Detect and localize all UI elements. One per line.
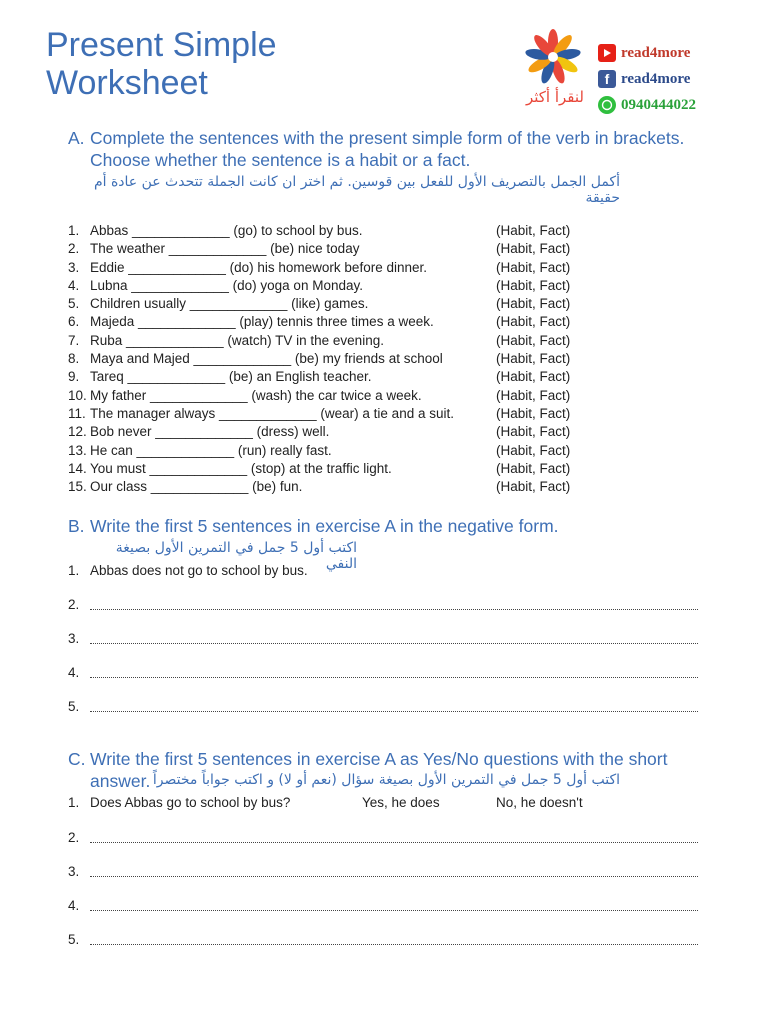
habit-fact-choice[interactable]: (Habit, Fact) (496, 259, 571, 275)
habit-fact-choice[interactable]: (Habit, Fact) (496, 405, 571, 421)
page-title-line1: Present Simple (46, 26, 277, 64)
answer-line[interactable] (68, 664, 698, 682)
facebook-link[interactable] (598, 66, 696, 92)
dotted-answer-blank[interactable] (90, 910, 698, 911)
item-sentence: He can _____________ (run) really fast. (90, 442, 332, 458)
item-sentence: You must _____________ (stop) at the traffic light. (90, 460, 392, 476)
habit-fact-choice[interactable]: (Habit, Fact) (496, 479, 571, 495)
answer-line[interactable] (68, 897, 698, 915)
section-a-heading (68, 127, 684, 171)
answer-line[interactable] (68, 931, 698, 949)
exercise-a-item (68, 332, 588, 350)
item-sentence: Tareq _____________ (be) an English teacher. (90, 369, 372, 385)
brand-logo-area (518, 28, 718, 114)
habit-fact-choice[interactable]: (Habit, Fact) (496, 387, 571, 403)
item-number: 2. (68, 597, 80, 612)
exercise-a-item (68, 460, 588, 478)
habit-fact-choice[interactable]: (Habit, Fact) (496, 460, 571, 476)
exercise-a-item (68, 277, 588, 295)
exercise-a-item (68, 423, 588, 441)
page-title (46, 26, 277, 102)
habit-fact-choice[interactable]: (Habit, Fact) (496, 223, 571, 238)
item-number: 5. (68, 296, 80, 312)
section-a-arabic: أكمل الجمل بالتصريف الأول للفعل بين قوسين. ثم اختر ان كانت الجملة تتحدث عن عادة أم حقيقة (93, 174, 620, 206)
item-number: 4. (68, 665, 80, 680)
item-sentence: Abbas _____________ (go) to school by bus. (90, 223, 363, 238)
exercise-a-item (68, 405, 588, 423)
exercise-a-item (68, 478, 588, 496)
exercise-a-item (68, 442, 588, 460)
item-sentence: Children usually _____________ (like) games. (90, 296, 369, 312)
dotted-answer-blank[interactable] (90, 643, 698, 644)
exercise-a-item (68, 295, 588, 313)
dotted-answer-blank[interactable] (90, 677, 698, 678)
whatsapp-icon (598, 96, 616, 114)
dotted-answer-blank[interactable] (90, 876, 698, 877)
example-yes-answer: Yes, he does (362, 795, 440, 810)
item-sentence: The manager always _____________ (wear) a tie and a suit. (90, 405, 454, 421)
section-c-letter: C. (68, 749, 86, 769)
item-number: 5. (68, 932, 80, 947)
item-sentence: The weather _____________ (be) nice today (90, 241, 360, 257)
habit-fact-choice[interactable]: (Habit, Fact) (496, 442, 571, 458)
item-number: 3. (68, 631, 80, 646)
section-b-heading (68, 515, 559, 537)
exercise-a-item (68, 222, 588, 240)
youtube-link[interactable] (598, 40, 696, 66)
exercise-a-item (68, 240, 588, 258)
section-b-letter: B. (68, 516, 85, 536)
habit-fact-choice[interactable]: (Habit, Fact) (496, 241, 571, 257)
item-sentence: Bob never _____________ (dress) well. (90, 424, 330, 440)
answer-line[interactable] (68, 596, 698, 614)
item-number: 3. (68, 864, 80, 879)
exercise-c-example (68, 794, 698, 812)
item-number: 15. (68, 479, 87, 495)
section-b-line1: Write the first 5 sentences in exercise A in the negative form. (90, 516, 559, 536)
answer-line[interactable] (68, 698, 698, 716)
habit-fact-choice[interactable]: (Habit, Fact) (496, 351, 571, 367)
item-sentence: Our class _____________ (be) fun. (90, 479, 303, 495)
whatsapp-number: 0940444022 (621, 96, 696, 113)
exercise-b-example (68, 562, 698, 580)
item-sentence: Lubna _____________ (do) yoga on Monday. (90, 277, 363, 293)
habit-fact-choice[interactable]: (Habit, Fact) (496, 314, 571, 330)
section-a-line2: Choose whether the sentence is a habit or a fact. (90, 150, 471, 170)
section-c-line2: answer. (90, 771, 151, 791)
answer-line[interactable] (68, 863, 698, 881)
exercise-a-item (68, 387, 588, 405)
section-a-letter: A. (68, 128, 85, 148)
youtube-icon (598, 44, 616, 62)
social-links (598, 40, 696, 118)
item-sentence: Majeda _____________ (play) tennis three times a week. (90, 314, 434, 330)
item-number: 8. (68, 351, 80, 367)
item-number: 5. (68, 699, 80, 714)
facebook-label: read4more (621, 70, 691, 87)
page-title-line2: Worksheet (46, 64, 208, 102)
dotted-answer-blank[interactable] (90, 711, 698, 712)
habit-fact-choice[interactable]: (Habit, Fact) (496, 296, 571, 312)
flower-logo-icon (522, 28, 584, 90)
section-c-line1: Write the first 5 sentences in exercise A as Yes/No questions with the short (90, 749, 668, 769)
section-b-arabic: اكتب أول 5 جمل في التمرين الأول بصيغة النفي (115, 540, 357, 572)
dotted-answer-blank[interactable] (90, 842, 698, 843)
exercise-a-item (68, 259, 588, 277)
item-sentence: Eddie _____________ (do) his homework before dinner. (90, 259, 427, 275)
item-number: 7. (68, 332, 80, 348)
item-number: 1. (68, 223, 80, 238)
item-number: 4. (68, 277, 80, 293)
item-number: 12. (68, 424, 87, 440)
item-number: 1. (68, 795, 80, 810)
item-number: 3. (68, 259, 80, 275)
exercise-a-list (68, 222, 588, 496)
dotted-answer-blank[interactable] (90, 609, 698, 610)
habit-fact-choice[interactable]: (Habit, Fact) (496, 369, 571, 385)
item-number: 11. (68, 405, 86, 421)
example-no-answer: No, he doesn't (496, 795, 583, 810)
section-a-line1: Complete the sentences with the present simple form of the verb in brackets. (90, 128, 685, 148)
answer-line[interactable] (68, 829, 698, 847)
exercise-a-item (68, 350, 588, 368)
item-number: 6. (68, 314, 80, 330)
whatsapp-link[interactable] (598, 92, 696, 118)
item-sentence: My father _____________ (wash) the car twice a week. (90, 387, 422, 403)
dotted-answer-blank[interactable] (90, 944, 698, 945)
item-number: 4. (68, 898, 80, 913)
item-number: 9. (68, 369, 80, 385)
facebook-icon: f (598, 70, 616, 88)
example-sentence: Abbas does not go to school by bus. (90, 563, 308, 578)
logo-arabic-text: لنقرأ أكثر (525, 88, 584, 106)
habit-fact-choice[interactable]: (Habit, Fact) (496, 424, 571, 440)
habit-fact-choice[interactable]: (Habit, Fact) (496, 332, 571, 348)
answer-line[interactable] (68, 630, 698, 648)
exercise-a-item (68, 368, 588, 386)
item-number: 2. (68, 241, 80, 257)
item-sentence: Ruba _____________ (watch) TV in the evening. (90, 332, 384, 348)
item-number: 1. (68, 563, 80, 578)
item-number: 13. (68, 442, 87, 458)
item-number: 2. (68, 830, 80, 845)
youtube-label: read4more (621, 44, 691, 61)
exercise-a-item (68, 313, 588, 331)
section-c-arabic: اكتب أول 5 جمل في التمرين الأول بصيغة سؤال (نعم أو لا) و اكتب جواباً مختصراً (152, 772, 620, 788)
item-number: 14. (68, 460, 87, 476)
habit-fact-choice[interactable]: (Habit, Fact) (496, 277, 571, 293)
example-question: Does Abbas go to school by bus? (90, 795, 291, 810)
item-number: 10. (68, 387, 87, 403)
item-sentence: Maya and Majed _____________ (be) my friends at school (90, 351, 443, 367)
